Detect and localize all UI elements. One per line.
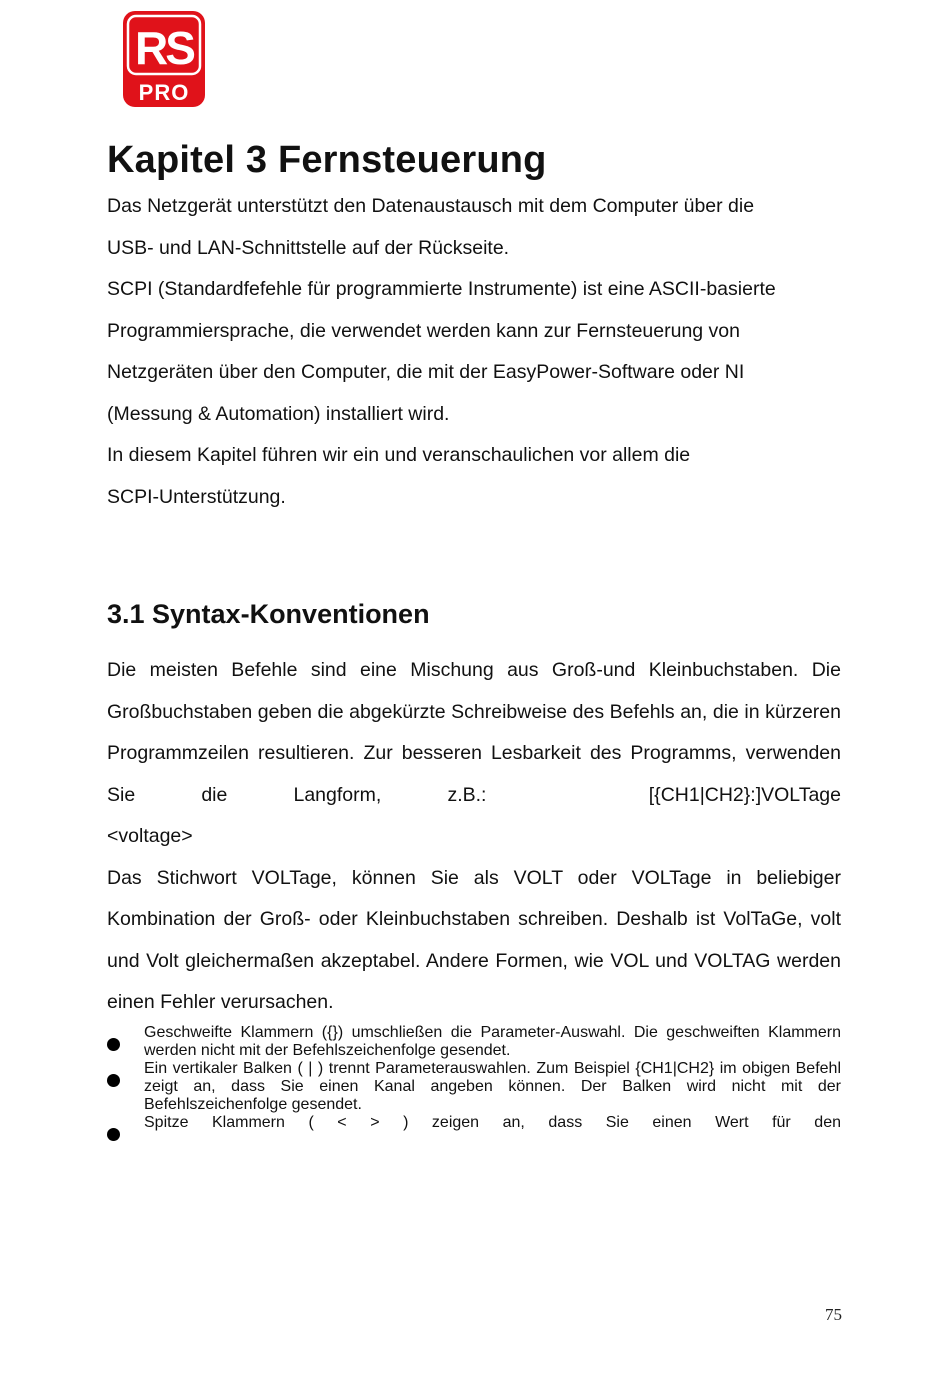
page-content: [107, 134, 841, 1132]
intro-text: [107, 186, 841, 518]
intro-line: USB- und LAN-Schnittstelle auf der Rückseite.: [107, 236, 510, 259]
syntax-paragraph-2: Das Stichwort VOLTage, können Sie als VOLT oder VOLTage in beliebiger Kombination der Groß- oder Kleinbuchstaben schreiben. Deshalb ist VolTaGe, volt und Volt gleichermaßen akzeptabel. Andere Formen, wie VOL und VOLTAG werden einen Fehler verursachen.: [107, 866, 841, 1013]
bullet-dot-icon: [107, 1038, 120, 1051]
voltage-placeholder: <voltage>: [107, 825, 193, 847]
page-number: 75: [825, 1305, 842, 1324]
logo-pro-text: PRO: [138, 80, 190, 105]
bullet-list: [107, 1024, 841, 1132]
rs-pro-logo: [121, 9, 207, 109]
syntax-section: [107, 650, 841, 1132]
bullet-dot-icon: [107, 1128, 120, 1141]
logo-rs-text: RS: [135, 22, 193, 74]
intro-line: SCPI-Unterstützung.: [107, 485, 286, 508]
list-item: [107, 1060, 841, 1114]
intro-line: Das Netzgerät unterstützt den Datenaustausch mit dem Computer über die: [107, 195, 755, 217]
list-item-text: Ein vertikaler Balken ( | ) trennt Parameterauswahlen. Zum Beispiel {CH1|CH2} im obigen Befehl zeigt an, dass Sie einen Kanal angeben können. Der Balken wird nicht mit der Befehlszeichenfolge gesendet.: [144, 1059, 841, 1113]
intro-line: Netzgeräten über den Computer, die mit der EasyPower-Software oder NI: [107, 361, 745, 383]
syntax-paragraph-1: [107, 650, 841, 816]
list-item: [107, 1114, 841, 1132]
intro-line: SCPI (Standardfefehle für programmierte Instrumente) ist eine ASCII-basierte: [107, 278, 776, 300]
syntax-paragraph-1-text: Die meisten Befehle sind eine Mischung aus Groß-und Kleinbuchstaben. Die Großbuchstaben geben die abgekürzte Schreibweise des Befehls an, die in kürzeren Programmzeilen resultieren. Zur besseren Lesbarkeit des Programms, verwenden Sie die Langform, z.B.:: [107, 659, 841, 806]
intro-line: Programmiersprache, die verwendet werden kann zur Fernsteuerung von: [107, 319, 740, 342]
list-item-text: Geschweifte Klammern ({}) umschließen die Parameter-Auswahl. Die geschweiften Klammern werden nicht mit der Befehlszeichenfolge gesendet.: [144, 1023, 841, 1059]
section-title: 3.1 Syntax-Konventionen: [107, 599, 430, 629]
intro-line: (Messung & Automation) installiert wird.: [107, 402, 450, 425]
chapter-title: Kapitel 3 Fernsteuerung: [107, 139, 547, 181]
bullet-dot-icon: [107, 1074, 120, 1087]
command-example: [{CH1|CH2}:]VOLTage: [648, 783, 841, 806]
list-item: [107, 1024, 841, 1060]
list-item-text: Spitze Klammern ( < > ) zeigen an, dass Sie einen Wert für den: [144, 1113, 841, 1131]
intro-line: In diesem Kapitel führen wir ein und veranschaulichen vor allem die: [107, 444, 691, 466]
